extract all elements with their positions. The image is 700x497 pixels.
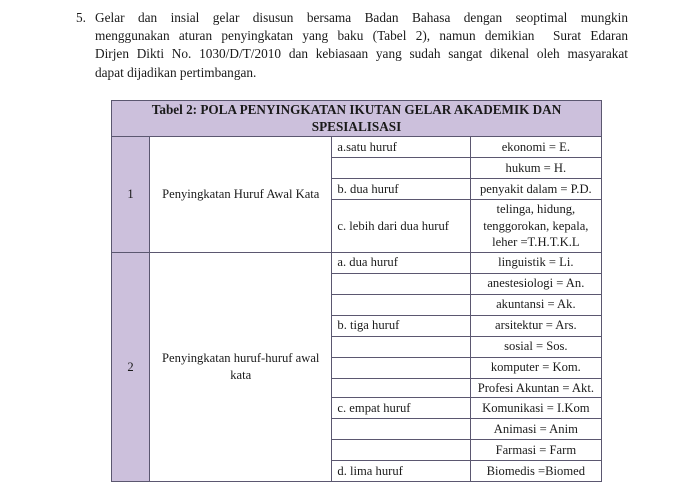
- example-cell: akuntansi = Ak.: [470, 294, 601, 315]
- example-cell: anestesiologi = An.: [470, 273, 601, 294]
- table-caption-row: [112, 101, 602, 137]
- example-cell: ekonomi = E.: [470, 137, 601, 158]
- example-cell: Biomedis =Biomed: [470, 461, 601, 482]
- rule-cell: [332, 440, 470, 461]
- example-cell: Animasi = Anim: [470, 419, 601, 440]
- section-description-2: Penyingkatan huruf-huruf awal kata: [150, 252, 332, 482]
- example-cell: sosial = Sos.: [470, 336, 601, 357]
- paragraph-line-1: Gelar dan insial gelar disusun bersama Badan Bahasa dengan seoptimal mungkin: [95, 10, 628, 25]
- paragraph-line-2: menggunakan aturan penyingkatan yang baku (Tabel 2), namun demikian Surat Edaran: [95, 28, 628, 44]
- rule-cell: b. dua huruf: [332, 179, 470, 200]
- rule-cell: [332, 357, 470, 378]
- rule-cell: c. lebih dari dua huruf: [332, 200, 470, 253]
- rule-cell: a. dua huruf: [332, 252, 470, 273]
- example-cell: komputer = Kom.: [470, 357, 601, 378]
- section-description-1: Penyingkatan Huruf Awal Kata: [150, 137, 332, 253]
- table-caption-line-1: Tabel 2: POLA PENYINGKATAN IKUTAN GELAR AKADEMIK DAN: [151, 102, 562, 117]
- paragraph-line-4: dapat dijadikan pertimbangan.: [95, 64, 257, 80]
- rule-cell: [332, 273, 470, 294]
- paragraph-text: [95, 9, 628, 82]
- paragraph-number: 5.: [76, 10, 86, 25]
- example-cell: penyakit dalam = P.D.: [470, 179, 601, 200]
- example-cell: Profesi Akuntan = Akt.: [470, 378, 601, 398]
- numbered-paragraph: [76, 9, 628, 82]
- paragraph-row: [76, 9, 628, 82]
- example-cell: Farmasi = Farm: [470, 440, 601, 461]
- table-row: [112, 137, 602, 158]
- section-number-2: 2: [112, 252, 150, 482]
- table-row: [112, 252, 602, 273]
- rule-cell: d. lima huruf: [332, 461, 470, 482]
- example-cell: telinga, hidung, tenggorokan, kepala, leher =T.H.T.K.L: [470, 200, 601, 253]
- rule-cell: [332, 294, 470, 315]
- abbreviation-pattern-table: [111, 100, 602, 482]
- rule-cell: a.satu huruf: [332, 137, 470, 158]
- rule-cell: [332, 419, 470, 440]
- rule-cell: b. tiga huruf: [332, 315, 470, 336]
- rule-cell: [332, 158, 470, 179]
- table-container: [111, 100, 602, 482]
- example-cell: Komunikasi = I.Kom: [470, 398, 601, 419]
- rule-cell: [332, 378, 470, 398]
- table-caption-line-2: SPESIALISASI: [311, 118, 402, 134]
- rule-cell: c. empat huruf: [332, 398, 470, 419]
- table-caption: [112, 101, 602, 137]
- example-cell: hukum = H.: [470, 158, 601, 179]
- example-cell: linguistik = Li.: [470, 252, 601, 273]
- paragraph-line-3: Dirjen Dikti No. 1030/D/T/2010 dan kebiasaan yang sudah sangat dikenal oleh masyarakat: [95, 46, 628, 62]
- example-cell: arsitektur = Ars.: [470, 315, 601, 336]
- section-number-1: 1: [112, 137, 150, 253]
- rule-cell: [332, 336, 470, 357]
